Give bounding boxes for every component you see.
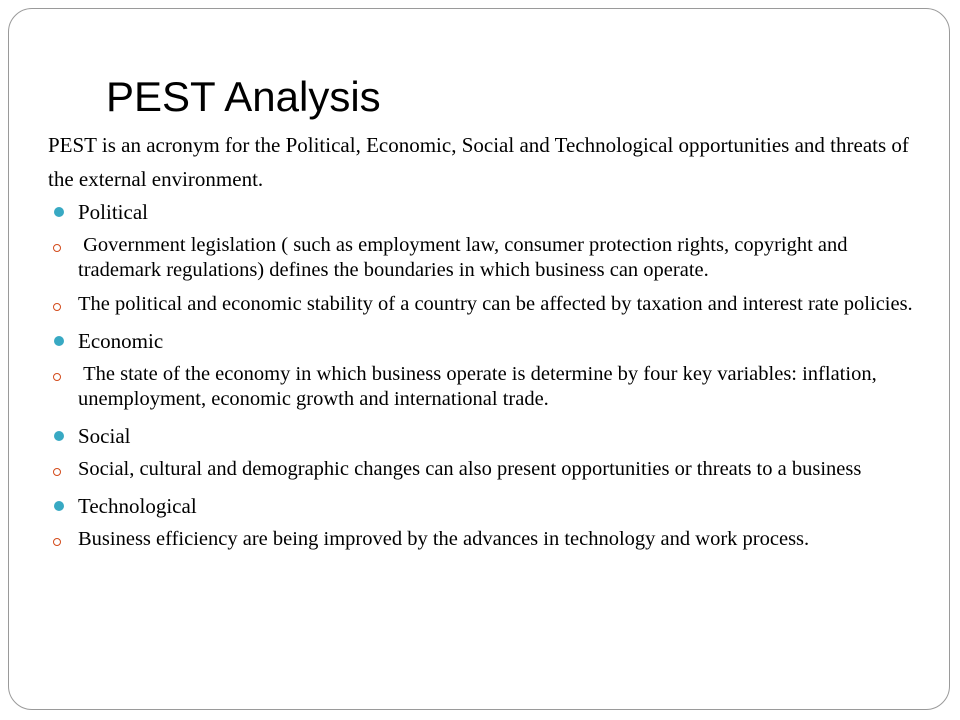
sub-point-text: Business efficiency are being improved by the advances in technology and work process.	[78, 528, 810, 550]
heading-label: Economic	[78, 329, 164, 353]
heading-economic	[48, 326, 928, 356]
sub-point	[48, 292, 928, 317]
ring-bullet-icon	[53, 373, 61, 381]
heading-social	[48, 421, 928, 451]
slide-title: PEST Analysis	[106, 73, 381, 120]
sub-point	[48, 362, 928, 412]
heading-label: Technological	[78, 494, 197, 518]
sub-point-text: The political and economic stability of a country can be affected by taxation and interest rate policies.	[78, 293, 913, 315]
sub-point-text: Government legislation ( such as employment law, consumer protection rights, copyright and trademark regulations) defines the boundaries in which business can operate.	[78, 234, 853, 281]
sub-point-text: The state of the economy in which business operate is determine by four key variables: inflation, unemployment, economic growth and international trade.	[78, 363, 882, 410]
heading-political	[48, 197, 928, 227]
bullet-dot-icon	[54, 336, 64, 346]
bullet-dot-icon	[54, 501, 64, 511]
sub-point-text: Social, cultural and demographic changes can also present opportunities or threats to a business	[78, 458, 862, 480]
intro-text: PEST is an acronym for the Political, Economic, Social and Technological opportunities and threats of the external environment.	[48, 133, 909, 191]
sub-point	[48, 527, 928, 552]
heading-label: Social	[78, 424, 131, 448]
ring-bullet-icon	[53, 244, 61, 252]
heading-technological	[48, 491, 928, 521]
ring-bullet-icon	[53, 538, 61, 546]
sub-point	[48, 457, 928, 482]
bullet-dot-icon	[54, 431, 64, 441]
ring-bullet-icon	[53, 468, 61, 476]
bullet-list	[48, 197, 928, 561]
ring-bullet-icon	[53, 303, 61, 311]
heading-label: Political	[78, 200, 148, 224]
sub-point	[48, 233, 928, 283]
bullet-dot-icon	[54, 207, 64, 217]
